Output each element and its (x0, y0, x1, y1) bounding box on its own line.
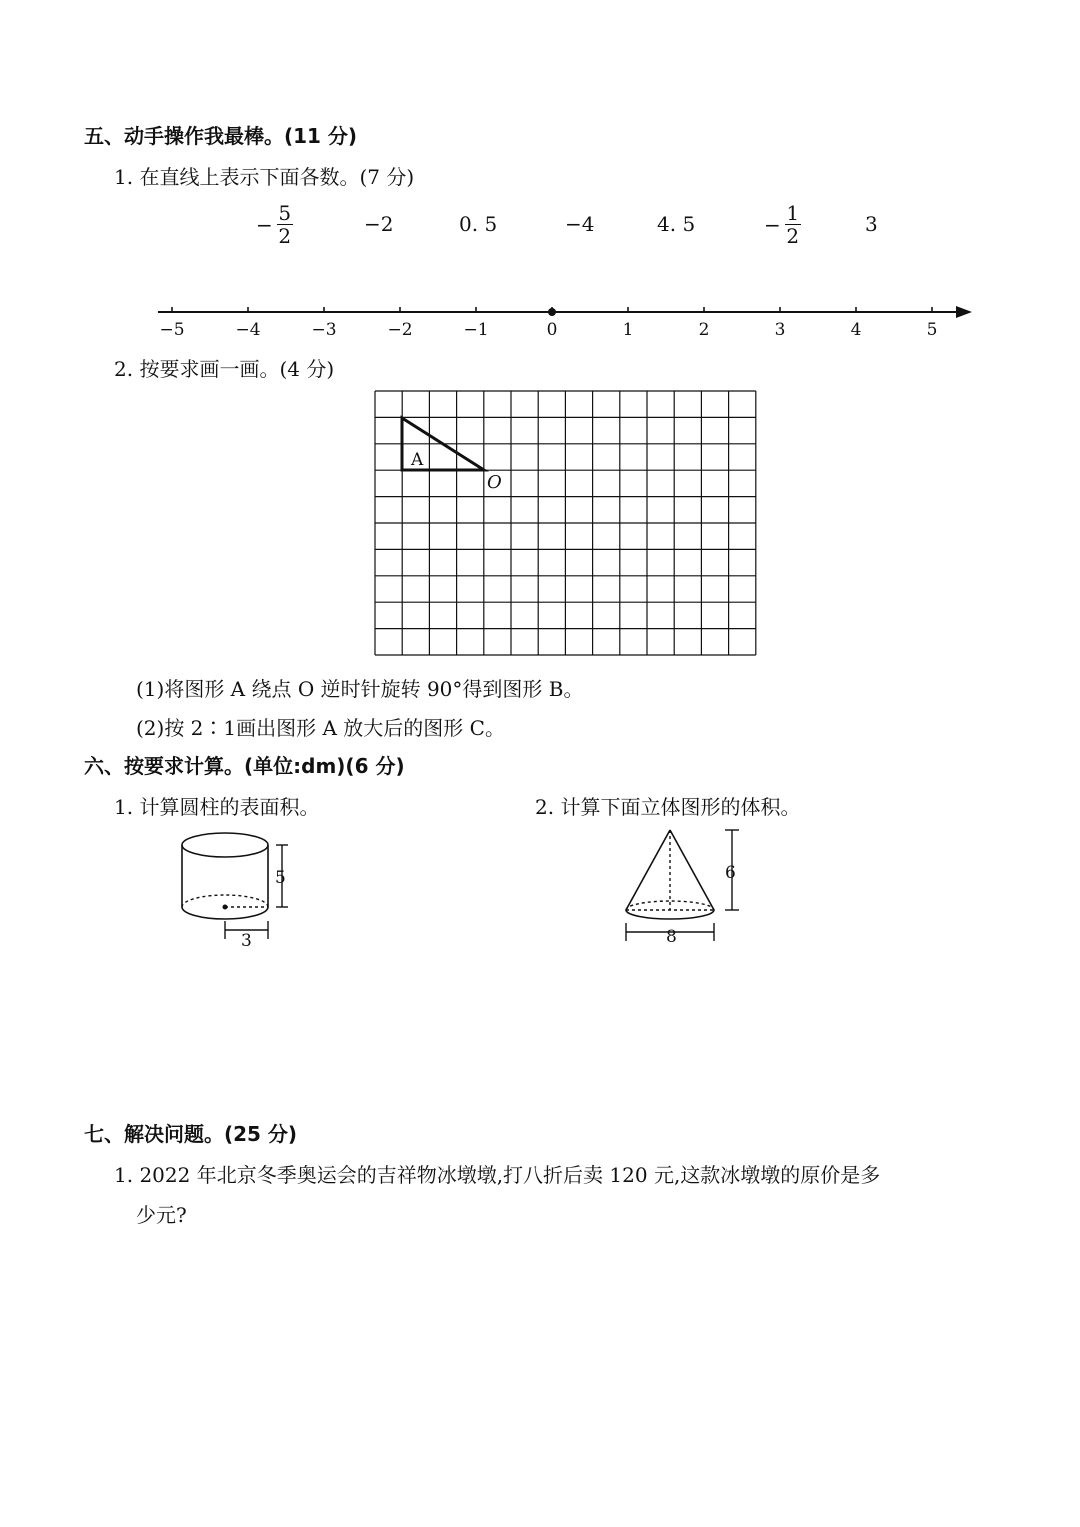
fraction-sign: − (764, 212, 781, 237)
axis-tick-label: 0 (546, 320, 558, 340)
question-5-2-sub2: (2)按 2∶1画出图形 A 放大后的图形 C。 (136, 716, 505, 740)
question-5-2-sub1: (1)将图形 A 绕点 O 逆时针旋转 90°得到图形 B。 (136, 677, 584, 701)
drawing-grid (370, 386, 762, 662)
cylinder-top (182, 833, 268, 857)
cone-left-edge (626, 830, 670, 910)
fraction-numerator: 5 (278, 201, 292, 225)
axis-tick-label: −4 (235, 320, 261, 340)
question-6-2-label: 2. 计算下面立体图形的体积。 (535, 795, 801, 819)
axis-tick-label: 3 (774, 320, 786, 340)
number-line (150, 295, 980, 345)
axis-tick-label: 2 (698, 320, 710, 340)
cylinder-radius-label: 3 (241, 931, 252, 951)
axis-tick-label: −1 (463, 320, 489, 340)
number-neg-5-over-2 (256, 202, 293, 247)
triangle-a-label: A (411, 450, 424, 470)
question-5-1-label: 1. 在直线上表示下面各数。(7 分) (114, 165, 415, 189)
fraction-sign: − (256, 212, 273, 237)
fraction-numerator: 1 (786, 201, 800, 225)
cone-figure (615, 825, 755, 950)
origin-dot (548, 308, 556, 316)
cylinder-figure (170, 825, 310, 955)
number-neg-4: −4 (565, 212, 595, 236)
number-neg-1-over-2 (764, 202, 801, 247)
cone-right-edge (670, 830, 714, 910)
cone-base-front (626, 910, 714, 919)
section-7-heading: 七、解决问题。(25 分) (84, 1122, 298, 1146)
question-7-1-line2: 少元? (136, 1203, 187, 1227)
question-7-1-line1: 1. 2022 年北京冬季奥运会的吉祥物冰墩墩,打八折后卖 120 元,这款冰墩墩的原价是多 (114, 1163, 881, 1187)
fraction-denominator: 2 (278, 224, 292, 248)
axis-tick-label: 5 (926, 320, 938, 340)
number-line-arrow (956, 306, 972, 318)
section-6-heading: 六、按要求计算。(单位:dm)(6 分) (84, 754, 405, 778)
question-5-2-label: 2. 按要求画一画。(4 分) (114, 357, 335, 381)
number-0-5: 0. 5 (459, 212, 498, 236)
point-o-label: O (487, 472, 502, 493)
cone-diameter-label: 8 (666, 927, 677, 947)
number-4-5: 4. 5 (657, 212, 696, 236)
axis-tick-label: 1 (622, 320, 634, 340)
axis-tick-label: −5 (159, 320, 185, 340)
question-6-1-label: 1. 计算圆柱的表面积。 (114, 795, 320, 819)
cone-height-label: 6 (725, 863, 736, 883)
fraction-denominator: 2 (786, 224, 800, 248)
cylinder-height-label: 5 (275, 868, 286, 888)
axis-tick-label: −2 (387, 320, 413, 340)
section-5-heading: 五、动手操作我最棒。(11 分) (84, 124, 358, 148)
number-neg-2: −2 (364, 212, 394, 236)
axis-tick-label: −3 (311, 320, 337, 340)
number-3: 3 (865, 212, 878, 236)
axis-tick-label: 4 (850, 320, 862, 340)
